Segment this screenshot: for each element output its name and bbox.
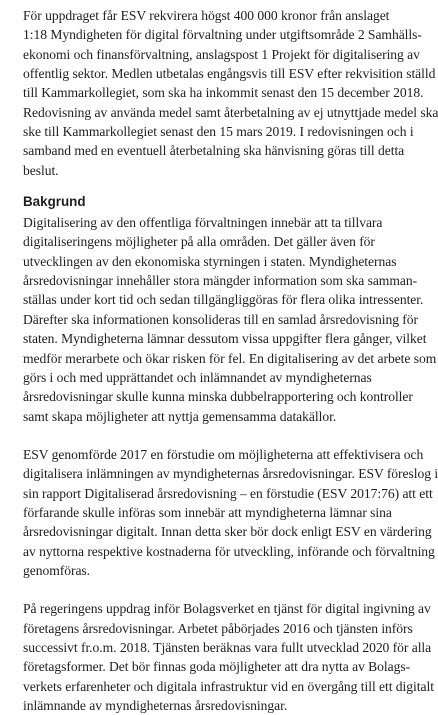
background-paragraph-1: Digitalisering av den offentliga förvaltningen innebär att ta tillvara digitaliseringens möjligheter på alla områden. Det gäller även för utvecklingen av den ekonomiska styrningen i staten. Myndigheternas årsredovisningar innehåller stora mängder information som ska samman- ställas under kort tid och sedan tillgängliggöras för flera olika intressenter. Därefter ska informationen konsolideras till en samlad årsredovisning för staten. Myndigheterna lämnar dessutom vissa uppgifter flera gånger, vilket medför merarbete och ökar risken för fel. En digitalisering av det arbete som görs i och med upprättandet och inlämnandet av myndigheternas årsredovisningar skulle kunna minska dubbelrapportering och kontroller samt skapa möjligheter att nyttja gemensamma datakällor. (23, 215, 437, 424)
section-heading: Bakgrund (23, 194, 86, 210)
spacer (23, 426, 433, 445)
spacer (23, 580, 433, 599)
spacer (23, 180, 433, 193)
document-page (23, 6, 438, 715)
intro-paragraph: För uppdraget får ESV rekvirera högst 400 000 kronor från anslaget 1:18 Myndigheten för digital förvaltning under utgiftsområde 2 Samhälls- ekonomi och finansförvaltning, anslagspost 1 Projekt för digitalisering av offentlig sektor. Medlen utbetalas engångsvis till ESV efter rekvisition ställd till Kammarkollegiet, som ska ha inkommit senast den 15 december 2018. Redovisning av använda medel samt återbetalning av ej utnyttjade medel ska ske till Kammarkollegiet senast den 15 mars 2019. I redovisningen och i samband med en eventuell återbetalning ska hänvisning göras till detta beslut. (23, 8, 438, 178)
background-paragraph-3: På regeringens uppdrag inför Bolagsverket en tjänst för digital ingivning av företagens årsredovisningar. Arbetet påbörjades 2016 och tjänsten införs successivt fr.o.m. 2018. Tjänsten beräknas vara fullt utvecklad 2020 för alla företagsformer. Det bör finnas goda möjligheter att dra nytta av Bolags- verkets erfarenheter och digitala infrastruktur vid en övergång till ett digitalt inlämnande av myndigheternas årsredovisningar. (23, 601, 434, 713)
background-paragraph-2: ESV genomförde 2017 en förstudie om möjligheterna att effektivisera och digitalisera inlämningen av myndigheternas årsredovisningar. ESV föreslog i sin rapport Digitaliserad årsredovisning – en förstudie (ESV 2017:76) att ett förfarande skulle införas som innebär att myndigheterna lämnar sina årsredovisningar digitalt. Innan detta sker bör dock enligt ESV en värdering av nyttorna respektive kostnaderna för utveckling, införande och förvaltning genomföras. (23, 446, 438, 578)
